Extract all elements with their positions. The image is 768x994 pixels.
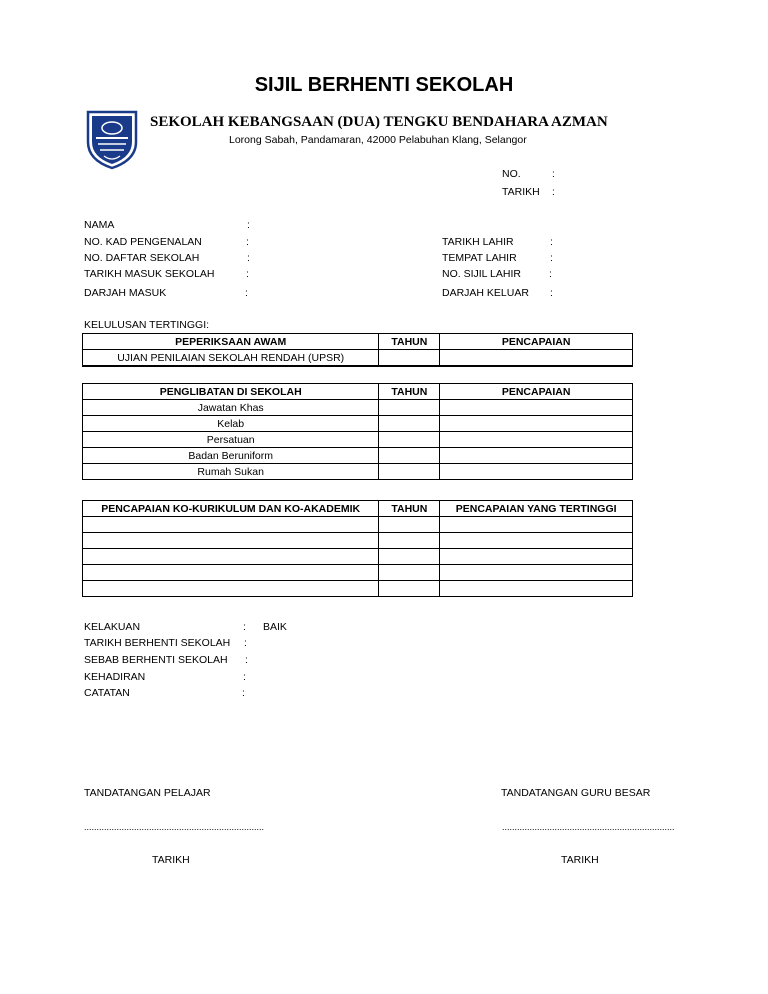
- ref-no-colon: :: [552, 168, 555, 180]
- table-cell: [379, 565, 440, 581]
- col-header-pencapaian: PENCAPAIAN: [440, 334, 633, 350]
- table-row-rumah-sukan: Rumah Sukan: [83, 464, 379, 480]
- field-label-catatan: CATATAN: [84, 687, 130, 699]
- table-cell: [83, 565, 379, 581]
- signature-line-principal: .....................................................................: [502, 822, 675, 832]
- col-header-tahun: TAHUN: [379, 334, 440, 350]
- signature-label-principal: TANDATANGAN GURU BESAR: [501, 787, 651, 799]
- table-cell: [379, 350, 440, 367]
- field-label-sijil-lahir: NO. SIJIL LAHIR: [442, 268, 521, 280]
- field-label-sebab-berhenti: SEBAB BERHENTI SEKOLAH: [84, 654, 228, 666]
- field-colon: :: [245, 287, 248, 299]
- table-row: [83, 581, 633, 597]
- field-colon: :: [243, 621, 246, 633]
- col-header-tahun: TAHUN: [379, 384, 440, 400]
- field-value-kelakuan: BAIK: [263, 621, 287, 633]
- document-title: SIJIL BERHENTI SEKOLAH: [254, 74, 514, 96]
- table-cell: [379, 400, 440, 416]
- field-colon: :: [549, 268, 552, 280]
- signature-label-student: TANDATANGAN PELAJAR: [84, 787, 211, 799]
- table-cell: [440, 581, 633, 597]
- field-colon: :: [246, 236, 249, 248]
- signature-line-student: ........................................................................: [84, 822, 265, 832]
- col-header-penglibatan: PENGLIBATAN DI SEKOLAH: [83, 384, 379, 400]
- table-cell: [440, 350, 633, 367]
- field-label-tarikh-berhenti: TARIKH BERHENTI SEKOLAH: [84, 637, 231, 649]
- field-label-kad-pengenalan: NO. KAD PENGENALAN: [84, 236, 202, 248]
- field-colon: :: [245, 654, 248, 666]
- table-row-persatuan: Persatuan: [83, 432, 379, 448]
- ref-no-label: NO.: [502, 168, 521, 180]
- table-cell: [379, 448, 440, 464]
- field-label-kelakuan: KELAKUAN: [84, 621, 141, 633]
- table-cell: [440, 400, 633, 416]
- table-row-badan-beruniform: Badan Beruniform: [83, 448, 379, 464]
- table-cell: [440, 565, 633, 581]
- school-crest-icon: [84, 108, 140, 170]
- col-header-peperiksaan: PEPERIKSAAN AWAM: [83, 334, 379, 350]
- table-cell: [379, 416, 440, 432]
- table-row: [83, 565, 633, 581]
- table-row: [83, 533, 633, 549]
- penglibatan-table: [82, 383, 633, 480]
- field-label-darjah-keluar: DARJAH KELUAR: [442, 287, 529, 299]
- table-cell: [440, 432, 633, 448]
- field-colon: :: [550, 287, 553, 299]
- table-cell: [440, 533, 633, 549]
- table-cell: [379, 464, 440, 480]
- kokurikulum-table: [82, 500, 633, 597]
- table-cell: [379, 533, 440, 549]
- field-colon: :: [243, 671, 246, 683]
- table-cell: [379, 517, 440, 533]
- field-colon: :: [550, 236, 553, 248]
- table-cell: [440, 448, 633, 464]
- table-cell: [83, 549, 379, 565]
- table-cell: [440, 549, 633, 565]
- ref-tarikh-label: TARIKH: [502, 186, 540, 198]
- field-colon: :: [247, 252, 250, 264]
- col-header-kokurikulum: PENCAPAIAN KO-KURIKULUM DAN KO-AKADEMIK: [83, 501, 379, 517]
- field-label-daftar-sekolah: NO. DAFTAR SEKOLAH: [84, 252, 200, 264]
- table-row-kelab: Kelab: [83, 416, 379, 432]
- col-header-pencapaian: PENCAPAIAN: [440, 384, 633, 400]
- kelulusan-heading: KELULUSAN TERTINGGI:: [84, 319, 210, 331]
- table-cell: [440, 416, 633, 432]
- table-cell: [440, 464, 633, 480]
- table-cell: [83, 581, 379, 597]
- date-label-principal: TARIKH: [561, 854, 599, 866]
- table-cell: [83, 533, 379, 549]
- table-row: [83, 549, 633, 565]
- field-colon: :: [550, 252, 553, 264]
- field-label-nama: NAMA: [84, 219, 115, 231]
- table-row-upsr: UJIAN PENILAIAN SEKOLAH RENDAH (UPSR): [83, 350, 379, 367]
- table-cell: [379, 432, 440, 448]
- field-label-tarikh-masuk: TARIKH MASUK SEKOLAH: [84, 268, 215, 280]
- kelulusan-table: [82, 333, 633, 367]
- field-colon: :: [242, 687, 245, 699]
- table-row-jawatan-khas: Jawatan Khas: [83, 400, 379, 416]
- field-label-tarikh-lahir: TARIKH LAHIR: [442, 236, 514, 248]
- table-cell: [83, 517, 379, 533]
- col-header-pencapaian-tertinggi: PENCAPAIAN YANG TERTINGGI: [440, 501, 633, 517]
- field-label-darjah-masuk: DARJAH MASUK: [84, 287, 167, 299]
- date-label-student: TARIKH: [152, 854, 190, 866]
- ref-tarikh-colon: :: [552, 186, 555, 198]
- table-cell: [440, 517, 633, 533]
- field-label-kehadiran: KEHADIRAN: [84, 671, 146, 683]
- col-header-tahun: TAHUN: [379, 501, 440, 517]
- table-cell: [379, 581, 440, 597]
- school-name: SEKOLAH KEBANGSAAN (DUA) TENGKU BENDAHARA AZMAN: [150, 114, 608, 130]
- table-cell: [379, 549, 440, 565]
- field-colon: :: [244, 637, 247, 649]
- field-colon: :: [247, 219, 250, 231]
- school-address: Lorong Sabah, Pandamaran, 42000 Pelabuhan Klang, Selangor: [229, 134, 527, 146]
- table-row: [83, 517, 633, 533]
- field-colon: :: [246, 268, 249, 280]
- field-label-tempat-lahir: TEMPAT LAHIR: [442, 252, 517, 264]
